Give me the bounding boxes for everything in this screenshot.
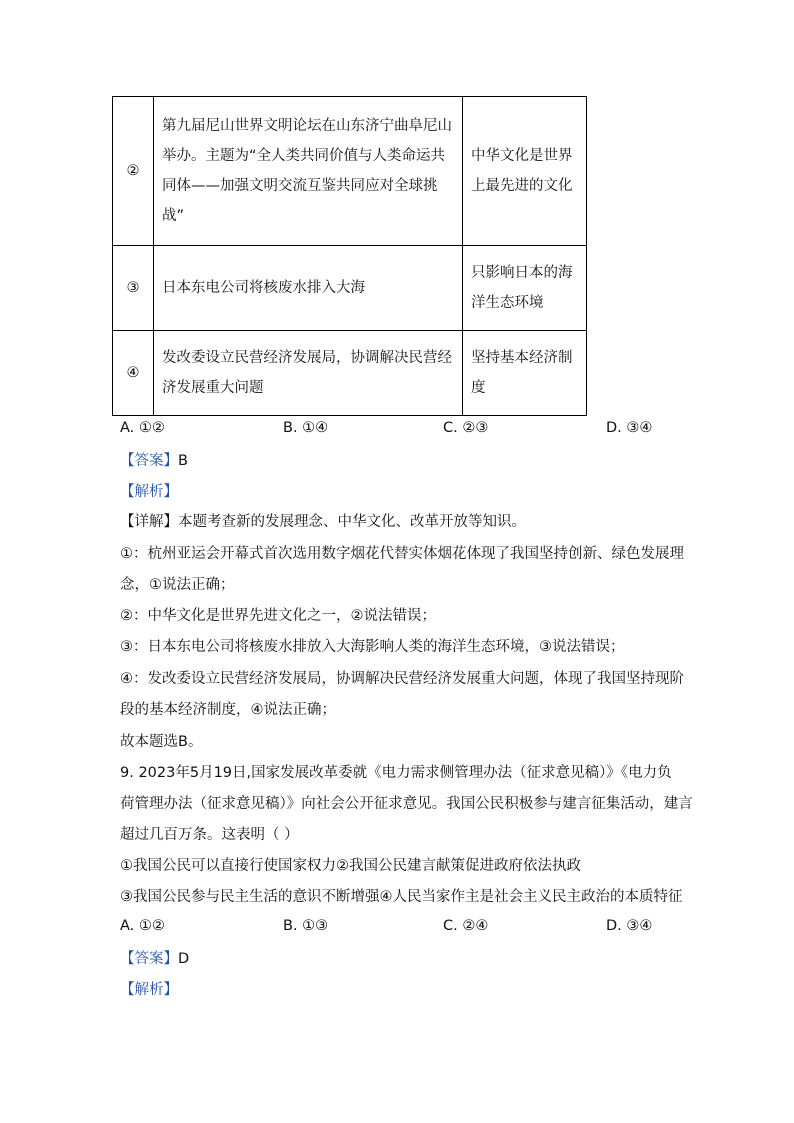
option-d: D. ③④	[606, 918, 653, 934]
event-description: 发改委设立民营经济发展局，协调解决民营经济发展重大问题	[154, 331, 463, 416]
option-a: A. ①②	[120, 420, 165, 436]
analysis-tag: 【解析】	[120, 982, 178, 998]
table-row	[113, 246, 587, 331]
option-b: B. ①④	[283, 420, 329, 436]
q9-stem-line: 9. 2023年5月19日,国家发展改革委就《电力需求侧管理办法（征求意见稿）》《电力负	[120, 765, 672, 781]
answer-value: D	[178, 951, 190, 967]
q9-options	[120, 918, 680, 940]
option-c: C. ②③	[443, 420, 489, 436]
table-row	[113, 97, 587, 246]
opinion-text: 坚持基本经济制度	[463, 331, 587, 416]
q9-choice-line: ③我国公民参与民主生活的意识不断增强④人民当家作主是社会主义民主政治的本质特征	[120, 889, 683, 905]
analysis-tag: 【解析】	[120, 484, 178, 500]
q9-stem-line: 荷管理办法（征求意见稿）》向社会公开征求意见。我国公民积极参与建言征集活动，建言	[120, 796, 693, 812]
explanation-line: 念，①说法正确；	[120, 577, 235, 593]
conclusion-line: 故本题选B。	[120, 734, 203, 750]
detail-intro	[120, 511, 526, 533]
option-b: B. ①③	[283, 918, 329, 934]
explanation-line: 段的基本经济制度，④说法正确；	[120, 702, 336, 718]
q9-stem-line: 超过几百万条。这表明（ ）	[120, 827, 299, 843]
explanation-line: ④：发改委设立民营经济发展局，协调解决民营经济发展重大问题，体现了我国坚持现阶	[120, 671, 684, 687]
answer-tag: 【答案】	[120, 453, 178, 469]
row-number: ②	[113, 97, 154, 246]
detail-tag: 【详解】	[120, 514, 178, 530]
explanation-line: ①：杭州亚运会开幕式首次选用数字烟花代替实体烟花体现了我国坚持创新、绿色发展理	[120, 546, 684, 562]
table-row	[113, 331, 587, 416]
row-number: ③	[113, 246, 154, 331]
q9-answer	[120, 948, 189, 970]
event-description: 第九届尼山世界文明论坛在山东济宁曲阜尼山举办。主题为“全人类共同价值与人类命运共同体——加强文明交流互鉴共同应对全球挑战”	[154, 97, 463, 246]
answer-tag: 【答案】	[120, 951, 178, 967]
event-description: 日本东电公司将核废水排入大海	[154, 246, 463, 331]
explanation-line: ③：日本东电公司将核废水排放入大海影响人类的海洋生态环境，③说法错误；	[120, 639, 625, 655]
q8-options	[120, 420, 680, 442]
question-table	[112, 96, 587, 416]
q9-choice-line: ①我国公民可以直接行使国家权力②我国公民建言献策促进政府依法执政	[120, 858, 581, 874]
opinion-text: 只影响日本的海洋生态环境	[463, 246, 587, 331]
detail-text: 本题考查新的发展理念、中华文化、改革开放等知识。	[178, 514, 526, 530]
q8-answer	[120, 450, 188, 472]
explanation-line: ②：中华文化是世界先进文化之一，②说法错误；	[120, 608, 436, 624]
answer-value: B	[178, 453, 188, 469]
row-number: ④	[113, 331, 154, 416]
option-d: D. ③④	[606, 420, 653, 436]
opinion-text: 中华文化是世界上最先进的文化	[463, 97, 587, 246]
option-a: A. ①②	[120, 918, 165, 934]
option-c: C. ②④	[443, 918, 489, 934]
